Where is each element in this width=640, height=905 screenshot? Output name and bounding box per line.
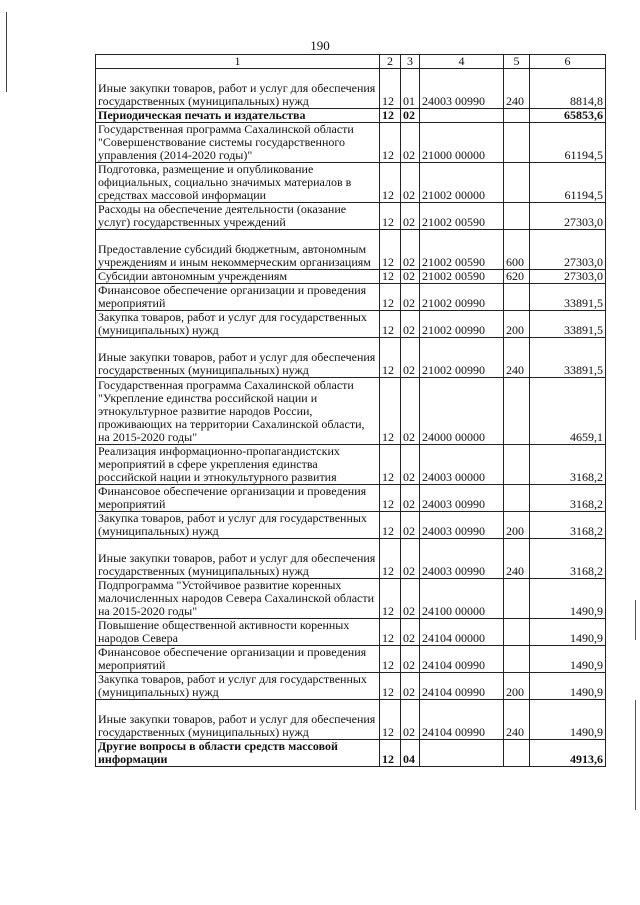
row-name-cell: Закупка товаров, работ и услуг для государственных (муниципальных) нужд — [96, 673, 380, 700]
amount-cell: 3168,2 — [530, 539, 606, 579]
row-name-cell: Закупка товаров, работ и услуг для государственных (муниципальных) нужд — [96, 512, 380, 539]
expense-type-cell — [504, 619, 530, 646]
subsection-code-cell: 02 — [401, 163, 420, 203]
subsection-code-cell: 04 — [401, 740, 420, 767]
table-row — [96, 311, 606, 338]
section-code-cell: 12 — [380, 485, 401, 512]
scan-edge-mark — [635, 600, 636, 640]
column-header: 5 — [504, 55, 530, 69]
section-code-cell: 12 — [380, 109, 401, 123]
amount-cell: 3168,2 — [530, 485, 606, 512]
target-article-cell: 24100 00000 — [420, 579, 504, 619]
section-code-cell: 12 — [380, 445, 401, 485]
section-code-cell: 12 — [380, 619, 401, 646]
subsection-code-cell: 02 — [401, 619, 420, 646]
section-code-cell: 12 — [380, 69, 401, 109]
row-name-cell: Субсидии автономным учреждениям — [96, 270, 380, 284]
table-row — [96, 512, 606, 539]
expense-type-cell — [504, 378, 530, 445]
section-code-cell: 12 — [380, 284, 401, 311]
section-code-cell: 12 — [380, 230, 401, 270]
amount-cell: 33891,5 — [530, 311, 606, 338]
table-row — [96, 740, 606, 767]
amount-cell: 1490,9 — [530, 700, 606, 740]
expense-type-cell — [504, 163, 530, 203]
target-article-cell: 24003 00000 — [420, 445, 504, 485]
target-article-cell — [420, 740, 504, 767]
column-header: 3 — [401, 55, 420, 69]
amount-cell: 33891,5 — [530, 338, 606, 378]
target-article-cell: 21002 00990 — [420, 284, 504, 311]
amount-cell: 27303,0 — [530, 203, 606, 230]
section-code-cell: 12 — [380, 539, 401, 579]
target-article-cell: 21002 00990 — [420, 338, 504, 378]
target-article-cell: 21002 00590 — [420, 270, 504, 284]
subsection-code-cell: 02 — [401, 512, 420, 539]
target-article-cell: 21002 00000 — [420, 163, 504, 203]
row-name-cell: Финансовое обеспечение организации и проведения мероприятий — [96, 485, 380, 512]
expense-type-cell — [504, 123, 530, 163]
amount-cell: 27303,0 — [530, 230, 606, 270]
amount-cell: 65853,6 — [530, 109, 606, 123]
amount-cell: 8814,8 — [530, 69, 606, 109]
subsection-code-cell: 02 — [401, 378, 420, 445]
row-name-cell: Государственная программа Сахалинской области "Укрепление единства российской нации и этнокультурное развитие народов России, проживающих на территории Сахалинской области, на 2015-2020 годы" — [96, 378, 380, 445]
row-name-cell: Периодическая печать и издательства — [96, 109, 380, 123]
subsection-code-cell: 02 — [401, 109, 420, 123]
row-name-cell: Расходы на обеспечение деятельности (оказание услуг) государственных учреждений — [96, 203, 380, 230]
row-name-cell: Иные закупки товаров, работ и услуг для обеспечения государственных (муниципальных) нужд — [96, 700, 380, 740]
amount-cell: 1490,9 — [530, 579, 606, 619]
target-article-cell: 24104 00990 — [420, 673, 504, 700]
amount-cell: 27303,0 — [530, 270, 606, 284]
subsection-code-cell: 02 — [401, 203, 420, 230]
section-code-cell: 12 — [380, 579, 401, 619]
amount-cell: 61194,5 — [530, 163, 606, 203]
amount-cell: 1490,9 — [530, 619, 606, 646]
subsection-code-cell: 02 — [401, 579, 420, 619]
expense-type-cell — [504, 485, 530, 512]
column-header: 6 — [530, 55, 606, 69]
row-name-cell: Другие вопросы в области средств массовой информации — [96, 740, 380, 767]
table-row — [96, 230, 606, 270]
row-name-cell: Повышение общественной активности коренных народов Севера — [96, 619, 380, 646]
expense-type-cell — [504, 646, 530, 673]
subsection-code-cell: 01 — [401, 69, 420, 109]
row-name-cell: Реализация информационно-пропагандистских мероприятий в сфере укрепления единства российской нации и этнокультурного развития — [96, 445, 380, 485]
section-code-cell: 12 — [380, 338, 401, 378]
table-row — [96, 284, 606, 311]
budget-table — [95, 54, 606, 767]
target-article-cell: 24003 00990 — [420, 512, 504, 539]
target-article-cell: 21000 00000 — [420, 123, 504, 163]
row-name-cell: Предоставление субсидий бюджетным, автономным учреждениям и иным некоммерческим организациям — [96, 230, 380, 270]
table-row — [96, 203, 606, 230]
subsection-code-cell: 02 — [401, 445, 420, 485]
subsection-code-cell: 02 — [401, 338, 420, 378]
table-header-row — [96, 55, 606, 69]
expense-type-cell — [504, 445, 530, 485]
table-row — [96, 445, 606, 485]
row-name-cell: Государственная программа Сахалинской области "Совершенствование системы государственного управления (2014-2020 годы)" — [96, 123, 380, 163]
amount-cell: 61194,5 — [530, 123, 606, 163]
expense-type-cell: 240 — [504, 338, 530, 378]
target-article-cell: 24104 00990 — [420, 700, 504, 740]
expense-type-cell: 620 — [504, 270, 530, 284]
section-code-cell: 12 — [380, 163, 401, 203]
expense-type-cell: 200 — [504, 673, 530, 700]
target-article-cell: 24003 00990 — [420, 69, 504, 109]
target-article-cell: 24003 00990 — [420, 485, 504, 512]
target-article-cell — [420, 109, 504, 123]
table-row — [96, 123, 606, 163]
expense-type-cell — [504, 203, 530, 230]
column-header: 2 — [380, 55, 401, 69]
row-name-cell: Подпрограмма "Устойчивое развитие коренных малочисленных народов Севера Сахалинской области на 2015-2020 годы" — [96, 579, 380, 619]
amount-cell: 3168,2 — [530, 512, 606, 539]
expense-type-cell: 240 — [504, 69, 530, 109]
table-row — [96, 378, 606, 445]
expense-type-cell — [504, 579, 530, 619]
target-article-cell: 21002 00590 — [420, 203, 504, 230]
column-header: 4 — [420, 55, 504, 69]
table-row — [96, 539, 606, 579]
table-row — [96, 163, 606, 203]
table-row — [96, 69, 606, 109]
section-code-cell: 12 — [380, 378, 401, 445]
row-name-cell: Финансовое обеспечение организации и проведения мероприятий — [96, 284, 380, 311]
row-name-cell: Подготовка, размещение и опубликование официальных, социально значимых материалов в средствах массовой информации — [96, 163, 380, 203]
expense-type-cell: 240 — [504, 700, 530, 740]
table-row — [96, 619, 606, 646]
subsection-code-cell: 02 — [401, 700, 420, 740]
target-article-cell: 24104 00000 — [420, 619, 504, 646]
amount-cell: 4913,6 — [530, 740, 606, 767]
subsection-code-cell: 02 — [401, 673, 420, 700]
expense-type-cell — [504, 740, 530, 767]
row-name-cell: Иные закупки товаров, работ и услуг для обеспечения государственных (муниципальных) нужд — [96, 338, 380, 378]
table-row — [96, 109, 606, 123]
section-code-cell: 12 — [380, 270, 401, 284]
subsection-code-cell: 02 — [401, 123, 420, 163]
amount-cell: 4659,1 — [530, 378, 606, 445]
subsection-code-cell: 02 — [401, 230, 420, 270]
table-row — [96, 646, 606, 673]
subsection-code-cell: 02 — [401, 539, 420, 579]
section-code-cell: 12 — [380, 673, 401, 700]
amount-cell: 1490,9 — [530, 673, 606, 700]
subsection-code-cell: 02 — [401, 284, 420, 311]
amount-cell: 1490,9 — [530, 646, 606, 673]
expense-type-cell — [504, 284, 530, 311]
expense-type-cell: 240 — [504, 539, 530, 579]
section-code-cell: 12 — [380, 646, 401, 673]
subsection-code-cell: 02 — [401, 646, 420, 673]
table-row — [96, 700, 606, 740]
target-article-cell: 24000 00000 — [420, 378, 504, 445]
target-article-cell: 21002 00990 — [420, 311, 504, 338]
target-article-cell: 24003 00990 — [420, 539, 504, 579]
column-header: 1 — [96, 55, 380, 69]
target-article-cell: 21002 00590 — [420, 230, 504, 270]
row-name-cell: Финансовое обеспечение организации и проведения мероприятий — [96, 646, 380, 673]
page-number: 190 — [310, 38, 330, 53]
subsection-code-cell: 02 — [401, 485, 420, 512]
row-name-cell: Иные закупки товаров, работ и услуг для обеспечения государственных (муниципальных) нужд — [96, 539, 380, 579]
table-row — [96, 338, 606, 378]
table-row — [96, 579, 606, 619]
section-code-cell: 12 — [380, 203, 401, 230]
row-name-cell: Закупка товаров, работ и услуг для государственных (муниципальных) нужд — [96, 311, 380, 338]
expense-type-cell: 200 — [504, 512, 530, 539]
section-code-cell: 12 — [380, 740, 401, 767]
section-code-cell: 12 — [380, 123, 401, 163]
amount-cell: 33891,5 — [530, 284, 606, 311]
table-row — [96, 485, 606, 512]
section-code-cell: 12 — [380, 311, 401, 338]
section-code-cell: 12 — [380, 700, 401, 740]
scan-edge-mark — [635, 700, 636, 810]
table-row — [96, 673, 606, 700]
target-article-cell: 24104 00990 — [420, 646, 504, 673]
expense-type-cell: 600 — [504, 230, 530, 270]
amount-cell: 3168,2 — [530, 445, 606, 485]
table-row — [96, 270, 606, 284]
expense-type-cell — [504, 109, 530, 123]
subsection-code-cell: 02 — [401, 311, 420, 338]
row-name-cell: Иные закупки товаров, работ и услуг для обеспечения государственных (муниципальных) нужд — [96, 69, 380, 109]
expense-type-cell: 200 — [504, 311, 530, 338]
subsection-code-cell: 02 — [401, 270, 420, 284]
section-code-cell: 12 — [380, 512, 401, 539]
